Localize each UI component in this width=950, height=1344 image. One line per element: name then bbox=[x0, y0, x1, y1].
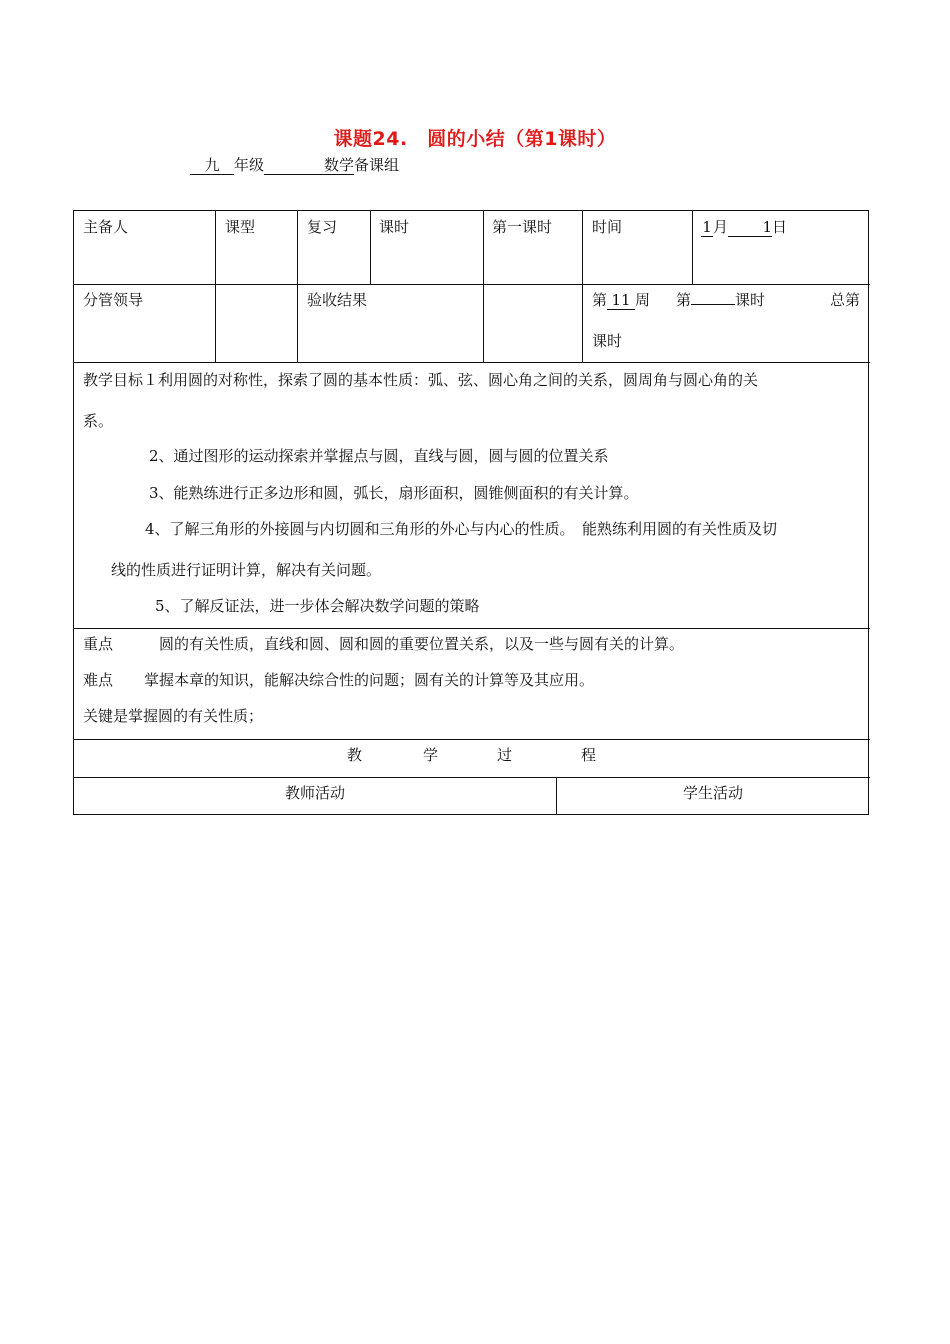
objective-item-4-cont: 线的性质进行证明计算，解决有关问题。 bbox=[111, 561, 382, 579]
difficulty-label: 难点 bbox=[83, 671, 114, 689]
process-char-1: 教 bbox=[347, 746, 363, 764]
day-label: 日 bbox=[772, 218, 788, 236]
key-point-label: 重点 bbox=[83, 635, 114, 653]
process-char-2: 学 bbox=[423, 746, 439, 764]
time-label: 时间 bbox=[592, 218, 623, 236]
col-divider bbox=[483, 211, 484, 362]
objective-line-1: 教学目标１利用圆的对称性，探索了圆的基本性质：弧、弦、圆心角之间的关系，圆周角与圆心角的关 bbox=[83, 371, 759, 389]
objective-item-4: 4、了解三角形的外接圆与内切圆和三角形的外心与内心的性质。 能熟练利用圆的有关性质及切 bbox=[145, 520, 778, 538]
row-divider bbox=[74, 284, 870, 285]
difficulty-text: 掌握本章的知识，能解决综合性的问题；圆有关的计算等及其应用。 bbox=[144, 671, 595, 689]
subject-value: 数学 bbox=[264, 157, 354, 175]
day-value: 1 bbox=[728, 219, 772, 237]
group-label: 备课组 bbox=[354, 156, 400, 174]
col-divider bbox=[692, 211, 693, 284]
preparer-label: 主备人 bbox=[83, 218, 129, 236]
grade-label: 年级 bbox=[234, 156, 265, 174]
type-label: 课型 bbox=[225, 218, 256, 236]
row-divider bbox=[74, 362, 870, 363]
lesson-suffix: 课时 bbox=[735, 291, 766, 309]
student-activity-header: 学生活动 bbox=[682, 784, 743, 802]
col-divider bbox=[215, 211, 216, 362]
teacher-activity-header: 教师活动 bbox=[284, 784, 345, 802]
week-prefix: 第 bbox=[592, 291, 608, 309]
week-suffix: 周 bbox=[635, 291, 651, 309]
month-value: 1 bbox=[702, 218, 712, 236]
date-value bbox=[701, 216, 787, 237]
col-divider bbox=[297, 211, 298, 362]
leader-label: 分管领导 bbox=[83, 291, 144, 309]
lesson-prefix: 第 bbox=[676, 291, 692, 309]
result-label: 验收结果 bbox=[307, 291, 368, 309]
lesson-plan-table bbox=[73, 210, 869, 815]
type-value: 复习 bbox=[307, 218, 338, 236]
lesson-value bbox=[691, 304, 735, 305]
col-divider bbox=[370, 211, 371, 284]
page-title: 课题24. 圆的小结（第1课时） bbox=[333, 128, 617, 150]
period-value: 第一课时 bbox=[492, 218, 553, 236]
month-label: 月 bbox=[713, 218, 729, 236]
objective-line-1-cont: 系。 bbox=[83, 412, 114, 430]
total-label: 总第 bbox=[829, 291, 860, 309]
process-char-3: 过 bbox=[497, 746, 513, 764]
grade-value: 九 bbox=[190, 157, 234, 175]
week-lesson-info bbox=[592, 289, 860, 310]
row-divider bbox=[74, 628, 870, 629]
total-suffix: 课时 bbox=[592, 332, 623, 350]
grade-subject-line bbox=[190, 154, 399, 175]
key-point-text: 圆的有关性质，直线和圆、圆和圆的重要位置关系，以及一些与圆有关的计算。 bbox=[159, 635, 685, 653]
objective-item-5: 5、了解反证法，进一步体会解决数学问题的策略 bbox=[155, 597, 480, 615]
week-value: 11 bbox=[607, 292, 635, 310]
objective-item-2: 2、通过图形的运动探索并掌握点与圆，直线与圆，圆与圆的位置关系 bbox=[149, 447, 609, 465]
crux-text: 关键是掌握圆的有关性质； bbox=[83, 707, 264, 725]
period-label: 课时 bbox=[379, 218, 410, 236]
objective-item-3: 3、能熟练进行正多边形和圆，弧长，扇形面积，圆锥侧面积的有关计算。 bbox=[149, 484, 639, 502]
row-divider bbox=[74, 777, 870, 778]
process-char-4: 程 bbox=[581, 746, 597, 764]
row-divider bbox=[74, 739, 870, 740]
col-divider bbox=[582, 211, 583, 362]
